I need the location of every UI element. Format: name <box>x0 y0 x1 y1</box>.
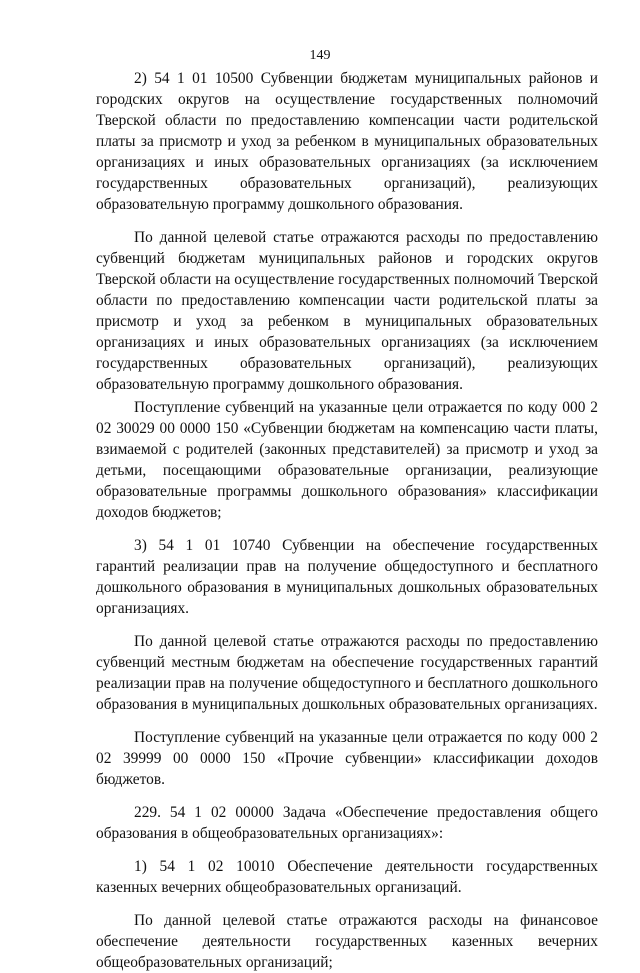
paragraph-item-10010: 1) 54 1 02 10010 Обеспечение деятельности государственных казенных вечерних общеобразовательных организаций. <box>96 858 598 896</box>
paragraph-subsidy-10740: 3) 54 1 01 10740 Субвенции на обеспечение государственных гарантий реализации прав на получение общедоступного и бесплатного дошкольного образования в муниципальных дошкольных образовательных организациях. <box>96 537 598 617</box>
page-number: 149 <box>309 48 331 63</box>
paragraph-income-code-39999: Поступление субвенций на указанные цели отражается по коду 000 2 02 39999 00 0000 150 «Прочие субвенции» классификации доходов бюджетов. <box>96 729 598 788</box>
paragraph-expenses-10010: По данной целевой статье отражаются расходы на финансовое обеспечение деятельности государственных казенных вечерних общеобразовательных организаций; <box>96 912 598 971</box>
document-body <box>96 68 598 973</box>
paragraph-income-code-30029: Поступление субвенций на указанные цели отражается по коду 000 2 02 30029 00 0000 150 «Субвенции бюджетам на компенсацию части платы, взимаемой с родителей (законных представителей) за присмотр и уход за детьми, посещающими образовательные организации, реализующие образовательные программы дошкольного образования» классификации доходов бюджетов; <box>96 399 598 521</box>
paragraph-subsidy-10500: 2) 54 1 01 10500 Субвенции бюджетам муниципальных районов и городских округов на осуществление государственных полномочий Тверской области по предоставлению компенсации части родительской платы за присмотр и уход за ребенком в муниципальных образовательных организациях и иных образовательных организациях (за исключением государственных образовательных организаций), реализующих образовательную программу дошкольного образования. <box>96 70 598 213</box>
paragraph-task-229: 229. 54 1 02 00000 Задача «Обеспечение предоставления общего образования в общеобразовательных организациях»: <box>96 804 598 842</box>
paragraph-expenses-10500: По данной целевой статье отражаются расходы по предоставлению субвенций бюджетам муниципальных районов и городских округов Тверской области на осуществление государственных полномочий Тверской области по предоставлению компенсации части родительской платы за присмотр и уход за ребенком в муниципальных образовательных организациях и иных образовательных организациях (за исключением государственных образовательных организаций), реализующих образовательную программу дошкольного образования. <box>96 229 598 393</box>
paragraph-expenses-10740: По данной целевой статье отражаются расходы по предоставлению субвенций местным бюджетам на обеспечение государственных гарантий реализации прав на получение общедоступного и бесплатного дошкольного образования в муниципальных дошкольных образовательных организациях. <box>96 633 598 713</box>
